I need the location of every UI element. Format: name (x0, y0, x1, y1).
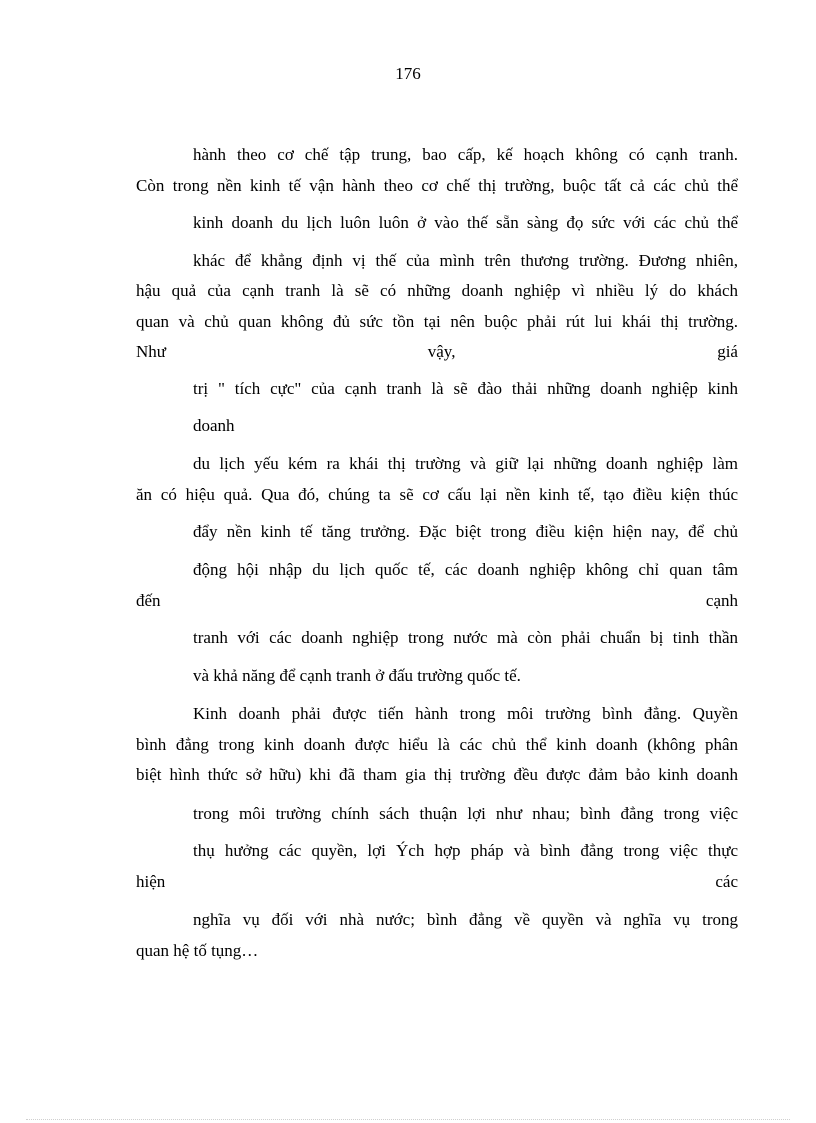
text-line: ăn có hiệu quả. Qua đó, chúng ta sẽ cơ cấu lại nền kinh tế, tạo điều kiện thúc (136, 485, 738, 504)
word: cạnh (705, 591, 738, 610)
word: Như (136, 342, 166, 361)
text-line: và khả năng để cạnh tranh ở đấu trường quốc tế. (193, 666, 521, 685)
page-number: 176 (395, 64, 421, 83)
text-line-spread (136, 590, 738, 612)
text-line: trong môi trường chính sách thuận lợi như nhau; bình đẳng trong việc (193, 804, 738, 823)
word: đến (136, 591, 161, 610)
text-line: quan và chủ quan không đủ sức tồn tại nên buộc phải rút lui khái thị trường. (136, 312, 738, 331)
page-bottom-rule (26, 1119, 790, 1120)
text-line: thụ hưởng các quyền, lợi Ých hợp pháp và bình đẳng trong việc thực (193, 841, 738, 860)
word: các (715, 872, 738, 891)
text-line: doanh (193, 416, 235, 435)
text-line: hành theo cơ chế tập trung, bao cấp, kế hoạch không có cạnh tranh. (193, 145, 738, 164)
text-line: đẩy nền kinh tế tăng trưởng. Đặc biệt trong điều kiện hiện nay, để chủ (193, 522, 738, 541)
text-line: biệt hình thức sở hữu) khi đã tham gia thị trường đều được đảm bảo kinh doanh (136, 765, 738, 784)
word: giá (717, 342, 738, 361)
text-line: Còn trong nền kinh tế vận hành theo cơ chế thị trường, buộc tất cả các chủ thể (136, 176, 738, 195)
text-line: hậu quả của cạnh tranh là sẽ có những doanh nghiệp vì nhiều lý do khách (136, 281, 738, 300)
text-line: động hội nhập du lịch quốc tế, các doanh nghiệp không chỉ quan tâm (193, 560, 738, 579)
text-line: trị " tích cực" của cạnh tranh là sẽ đào thải những doanh nghiệp kinh (193, 379, 738, 398)
word: hiện (136, 872, 166, 891)
text-line: kinh doanh du lịch luôn luôn ở vào thế sẵn sàng đọ sức với các chủ thể (193, 213, 738, 232)
text-line-spread (136, 871, 738, 893)
text-line: khác để khẳng định vị thế của mình trên thương trường. Đương nhiên, (193, 251, 738, 270)
text-line: nghĩa vụ đối với nhà nước; bình đẳng về quyền và nghĩa vụ trong (193, 910, 738, 929)
text-line-spread (136, 341, 738, 363)
text-line: quan hệ tố tụng… (136, 941, 259, 960)
text-line: tranh với các doanh nghiệp trong nước mà còn phải chuẩn bị tinh thần (193, 628, 738, 647)
text-line: du lịch yếu kém ra khái thị trường và giữ lại những doanh nghiệp làm (193, 454, 738, 473)
word: vậy, (427, 342, 456, 361)
text-line: Kinh doanh phải được tiến hành trong môi trường bình đẳng. Quyền (193, 704, 738, 723)
text-line: bình đẳng trong kinh doanh được hiểu là các chủ thể kinh doanh (không phân (136, 735, 738, 754)
